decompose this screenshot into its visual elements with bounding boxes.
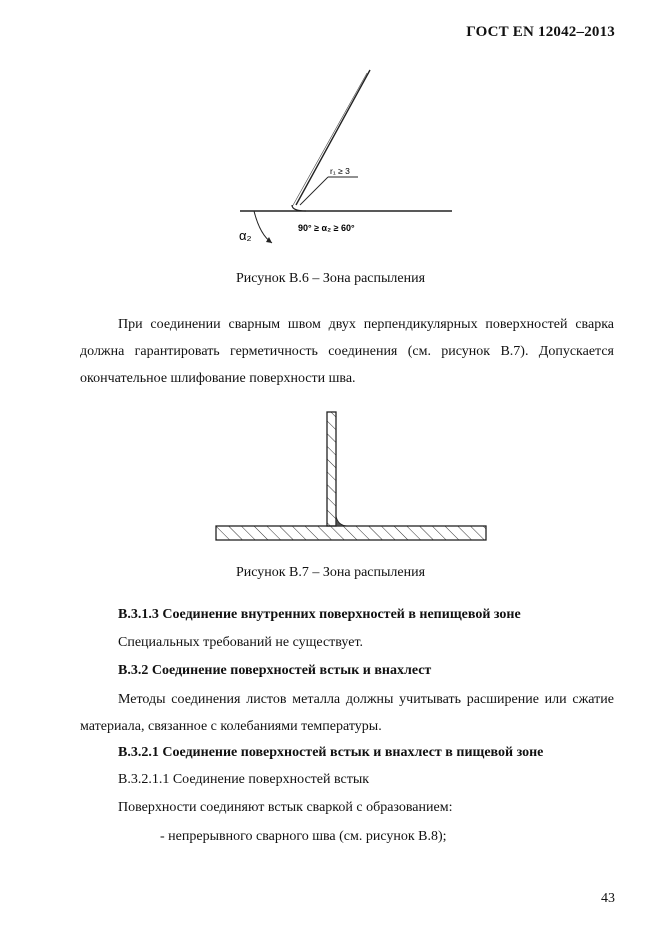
text-b3-1-3: Специальных требований не существует. xyxy=(118,635,364,650)
base-plate-section xyxy=(216,526,486,540)
heading-b3-1-3: В.3.1.3 Соединение внутренних поверхностей в непищевой зоне xyxy=(118,607,521,622)
figure-b7-caption: Рисунок В.7 – Зона распыления xyxy=(235,565,426,580)
inclined-surface-line-inner xyxy=(292,73,367,207)
paragraph-weld-requirements: При соединении сварным швом двух перпендикулярных поверхностей сварка должна гарантировать герметичность соединения (см. рисунок В.7). Допускается окончательное шлифование поверхности шва. xyxy=(80,317,614,386)
document-code-header: ГОСТ EN 12042–2013 xyxy=(466,24,615,40)
alpha-label: α₂ xyxy=(239,228,252,243)
figure-b7-drawing xyxy=(212,408,492,543)
angle-range-label: 90° ≥ α₂ ≥ 60° xyxy=(298,223,355,233)
vertical-plate-section xyxy=(327,412,336,526)
weld-fillet xyxy=(336,516,348,526)
heading-b3-2: В.3.2 Соединение поверхностей встык и внахлест xyxy=(118,663,432,678)
inclined-surface-line xyxy=(296,70,370,205)
heading-b3-2-1: В.3.2.1 Соединение поверхностей встык и внахлест в пищевой зоне xyxy=(118,745,544,760)
text-b3-2: Методы соединения листов металла должны учитывать расширение или сжатие материала, связанное с колебаниями температуры. xyxy=(80,692,614,734)
text-b3-2-1-1: Поверхности соединяют встык сваркой с образованием: xyxy=(118,800,453,815)
heading-b3-2-1-1: В.3.2.1.1 Соединение поверхностей встык xyxy=(118,772,370,787)
weld-fillet-radius xyxy=(292,205,306,211)
page-number: 43 xyxy=(601,891,615,906)
radius-label: r₁ ≥ 3 xyxy=(330,166,350,176)
figure-b6-caption: Рисунок В.6 – Зона распыления xyxy=(235,271,426,286)
figure-b6-drawing xyxy=(230,65,470,255)
list-item-continuous-weld: - непрерывного сварного шва (см. рисунок В.8); xyxy=(160,829,447,844)
